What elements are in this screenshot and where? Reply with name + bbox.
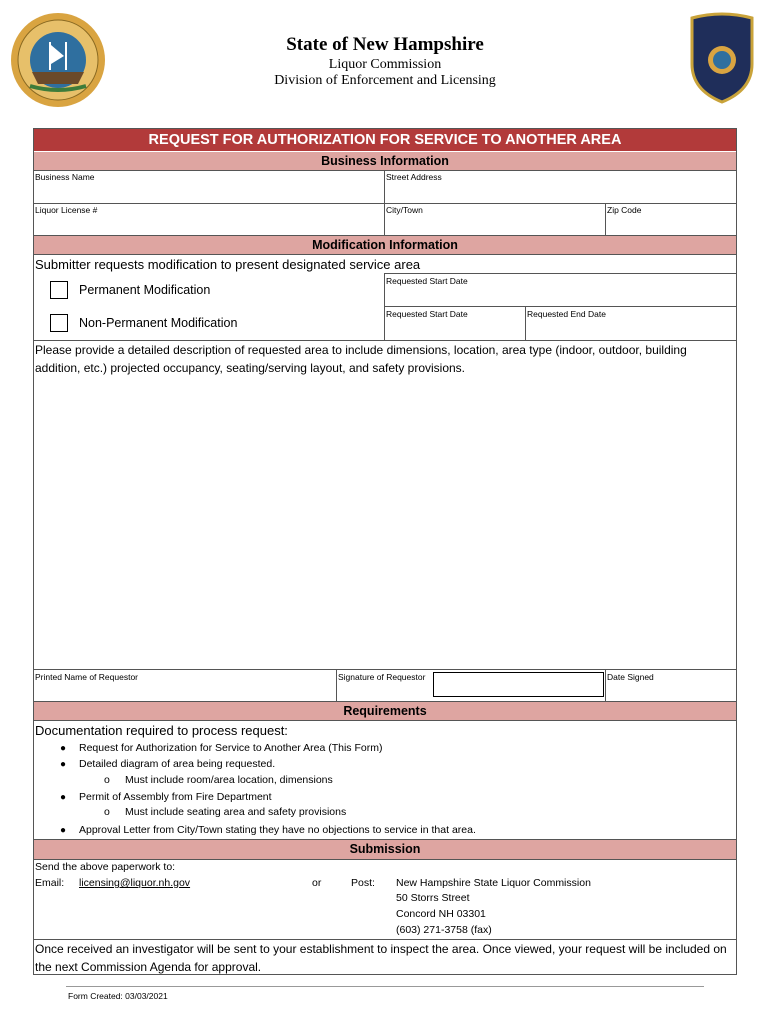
- state-title: State of New Hampshire: [286, 34, 484, 55]
- permanent-modification-checkbox[interactable]: [50, 281, 68, 299]
- bullet-icon: ●: [60, 759, 67, 770]
- form-created-footer: Form Created: 03/03/2021: [68, 991, 168, 1001]
- submitter-text: Submitter requests modification to present designated service area: [35, 257, 421, 272]
- description-textarea[interactable]: Please provide a detailed description of requested area to include dimensions, location, area type (indoor, outdoor, building addition, etc.) projected occupancy, seating/serving layout, and safety provisions.: [35, 343, 687, 375]
- requirement-item: Permit of Assembly from Fire Department: [79, 791, 272, 803]
- sub-bullet-icon: o: [104, 774, 110, 786]
- fax-line: (603) 271-3758 (fax): [396, 924, 492, 936]
- printed-name-field[interactable]: Printed Name of Requestor: [35, 672, 138, 682]
- commission-title: Liquor Commission: [328, 57, 442, 72]
- non-permanent-modification-label: Non-Permanent Modification: [79, 316, 238, 330]
- requirements-section-header: Requirements: [34, 702, 736, 720]
- requested-end-date-field[interactable]: Requested End Date: [527, 309, 606, 319]
- requested-start-date-field-2[interactable]: Requested Start Date: [386, 309, 468, 319]
- bullet-icon: ●: [60, 743, 67, 754]
- closing-text: Once received an investigator will be sent to your establishment to inspect the area. Once viewed, your request will be included on the next Commission Agenda for approval.: [35, 942, 727, 974]
- signature-box[interactable]: [433, 672, 604, 697]
- email-label: Email:: [35, 877, 65, 889]
- requested-start-date-field[interactable]: Requested Start Date: [386, 276, 468, 286]
- address-line-2: 50 Storrs Street: [396, 892, 470, 904]
- zip-code-field[interactable]: Zip Code: [607, 205, 642, 215]
- requirement-item: Request for Authorization for Service to Another Area (This Form): [79, 742, 383, 754]
- street-address-field[interactable]: Street Address: [386, 172, 442, 182]
- submission-section-header: Submission: [34, 840, 736, 859]
- sub-bullet-icon: o: [104, 806, 110, 818]
- requirement-subitem: Must include seating area and safety provisions: [125, 806, 347, 818]
- permanent-modification-label: Permanent Modification: [79, 283, 211, 297]
- division-title: Division of Enforcement and Licensing: [274, 73, 496, 88]
- modification-section-header: Modification Information: [34, 236, 736, 254]
- requirement-item: Detailed diagram of area being requested.: [79, 758, 276, 770]
- or-text: or: [312, 877, 322, 889]
- liquor-license-field[interactable]: Liquor License #: [35, 205, 98, 215]
- send-to-text: Send the above paperwork to:: [35, 861, 176, 873]
- bullet-icon: ●: [60, 792, 67, 803]
- signature-label: Signature of Requestor: [338, 672, 426, 682]
- form-title: REQUEST FOR AUTHORIZATION FOR SERVICE TO ANOTHER AREA: [34, 129, 736, 151]
- non-permanent-modification-checkbox[interactable]: [50, 314, 68, 332]
- post-label: Post:: [351, 877, 375, 889]
- city-town-field[interactable]: City/Town: [386, 205, 423, 215]
- email-link[interactable]: licensing@liquor.nh.gov: [79, 877, 191, 889]
- requirement-subitem: Must include room/area location, dimensions: [125, 774, 333, 786]
- business-section-header: Business Information: [34, 152, 736, 170]
- address-line-3: Concord NH 03301: [396, 908, 486, 920]
- requirement-item: Approval Letter from City/Town stating they have no objections to service in that area.: [79, 824, 476, 836]
- address-line-1: New Hampshire State Liquor Commission: [396, 877, 591, 889]
- date-signed-field[interactable]: Date Signed: [607, 672, 654, 682]
- business-name-field[interactable]: Business Name: [35, 172, 95, 182]
- bullet-icon: ●: [60, 825, 67, 836]
- documentation-required-text: Documentation required to process request:: [35, 723, 288, 738]
